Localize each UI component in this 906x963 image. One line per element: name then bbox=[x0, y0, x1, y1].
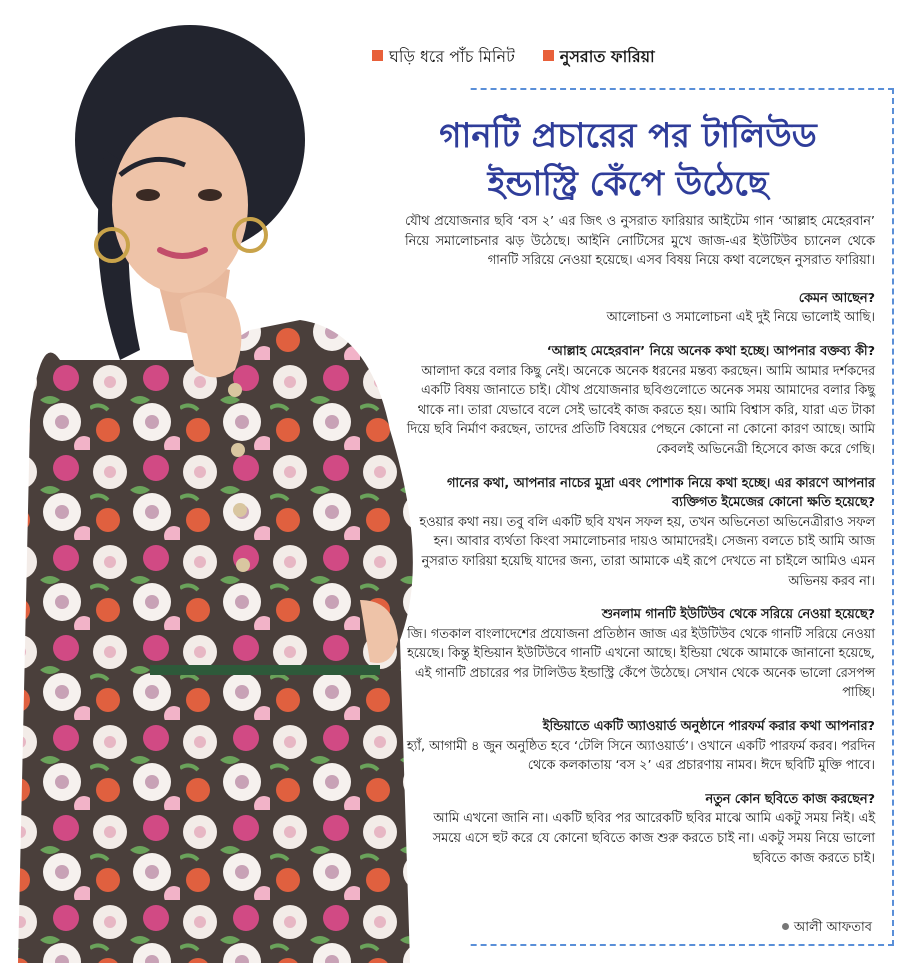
bullet-square-icon bbox=[543, 50, 554, 61]
answer: জি। গতকাল বাংলাদেশের প্রযোজনা প্রতিষ্ঠান জাজ এর ইউটিউব থেকে গানটি সরিয়ে নেওয়া হয়েছে। কিন্তু ইন্ডিয়ান ইউটিউবে গানটি এখনো আছে। ইন্ডিয়া থেকে আমাকে জানানো হয়েছে, এই গানটি প্রচারের পর টালিউড ইন্ডাস্ট্রি কেঁপে উঠেছে। সেখান থেকে অনেক ভালো রেসপন্স পাচ্ছি। bbox=[407, 626, 875, 701]
answer: হওয়ার কথা নয়। তবু বলি একটি ছবি যখন সফল হয়, তখন অভিনেতা অভিনেত্রীরাও সফল হন। আবার ব্যর্থতা কিংবা সমালোচনার দায়ও আমাদেরই। সেজন্য বলতে চাই আমি আজ নুসরাত ফারিয়া হয়েছি যাদের জন্য, তারা আমাকে এই রূপে দেখতে না চাইলে আমিও এমন অভিনয় করব না। bbox=[419, 514, 875, 589]
answer: আলোচনা ও সমালোচনা এই দুই নিয়ে ভালোই আছি। bbox=[606, 310, 875, 326]
headline-line-2: ইন্ডাস্ট্রি কেঁপে উঠেছে bbox=[487, 164, 769, 204]
byline-name: আলী আফতাব bbox=[793, 920, 872, 935]
headline-line-1: গানটি প্রচারের পর টালিউড bbox=[439, 116, 817, 156]
question: নতুন কোন ছবিতে কাজ করছেন? bbox=[705, 791, 875, 807]
answer: আমি এখনো জানি না। একটি ছবির পর আরেকটি ছবির মাঝে আমি একটু সময় নিই। এই সময়ে এসে হুট করে যে কোনো ছবিতে কাজ শুরু করতে চাই না। একটু সময় নিয়ে ভালো ছবিতে কাজ করতে চাই। bbox=[432, 811, 875, 866]
bullet-dot-icon bbox=[782, 923, 789, 930]
byline bbox=[782, 918, 872, 939]
bullet-square-icon bbox=[372, 50, 383, 61]
answer: হ্যাঁ, আগামী ৪ জুন অনুষ্ঠিত হবে ‘টেলি সিনে অ্যাওয়ার্ড’। ওখানে একটি পারফর্ম করব। পরদিন থেকে কলকাতায় ‘বস ২’ এর প্রচারণায় নামব। ঈদে ছবিটি মুক্তি পাবে। bbox=[406, 738, 875, 774]
headline bbox=[380, 112, 876, 208]
interviewee-name: নুসরাত ফারিয়া bbox=[559, 47, 655, 66]
question: ‘আল্লাহ মেহেরবান’ নিয়ে অনেক কথা হচ্ছে। আপনার বক্তব্য কী? bbox=[546, 343, 875, 359]
answer: আলাদা করে বলার কিছু নেই। অনেকে অনেক ধরনের মন্তব্য করছেন। আমি আমার দর্শকদের একটি বিষয় জানাতে চাই। যৌথ প্রযোজনার ছবিগুলোতে অনেক সময় আমাদের বলার কিছু থাকে না। তারা যেভাবে বলে সেই ভাবেই কাজ করতে হয়। আমি বিশ্বাস করি, যারা এত টাকা দিয়ে ছবি নির্মাণ করছেন, তাদের প্রতিটি বিষয়ের পেছনে কোনো না কোনো কারণ আছে। আমি কেবলই অভিনেত্রী হিসেবে কাজ করে গেছি। bbox=[406, 363, 875, 457]
lead-paragraph: যৌথ প্রযোজনার ছবি ‘বস ২’ এর জিৎ ও নুসরাত ফারিয়ার আইটেম গান ‘আল্লাহ মেহেরবান’ নিয়ে সমালোচনার ঝড় উঠেছে। আইনি নোটিসের মুখে জাজ-এর ইউটিউব চ্যানেল থেকে গানটি সরিয়ে নেওয়া হয়েছে। এসব বিষয় নিয়ে কথা বলেছেন নুসরাত ফারিয়া। bbox=[405, 214, 875, 269]
question: গানের কথা, আপনার নাচের মুদ্রা এবং পোশাক নিয়ে কথা হচ্ছে। এর কারণে আপনার ব্যক্তিগত ইমেজের কোনো ক্ষতি হয়েছে? bbox=[447, 475, 875, 511]
section-header bbox=[372, 44, 655, 71]
question: শুনলাম গানটি ইউটিউব থেকে সরিয়ে নেওয়া হয়েছে? bbox=[601, 607, 875, 623]
section-label: ঘড়ি ধরে পাঁচ মিনিট bbox=[389, 47, 515, 66]
question: ইন্ডিয়াতে একটি অ্যাওয়ার্ড অনুষ্ঠানে পারফর্ম করার কথা আপনার? bbox=[542, 719, 875, 735]
article-body bbox=[405, 212, 875, 882]
question: কেমন আছেন? bbox=[798, 290, 875, 306]
